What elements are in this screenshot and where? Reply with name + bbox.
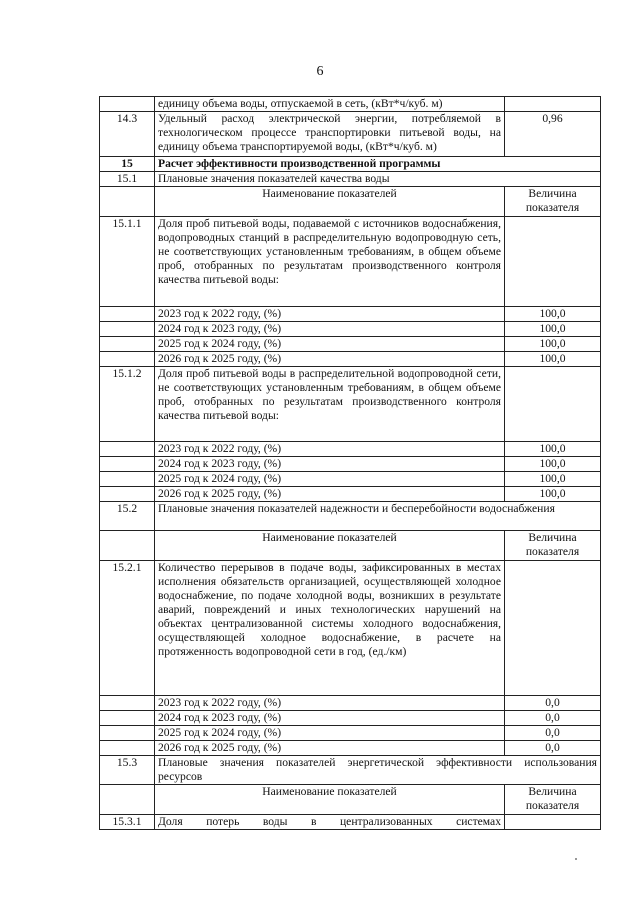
column-header-row <box>100 187 601 217</box>
year-row <box>100 352 601 367</box>
year-label: 2024 год к 2023 году, (%) <box>155 711 505 726</box>
indicator-number: 15.2.1 <box>100 561 155 696</box>
row-number <box>100 97 155 112</box>
year-label: 2026 год к 2025 году, (%) <box>155 487 505 502</box>
column-header-row <box>100 785 601 815</box>
name-column-header: Наименование показателей <box>155 785 505 815</box>
page-number: 6 <box>316 64 324 79</box>
empty-cell <box>100 457 155 472</box>
year-row <box>100 337 601 352</box>
empty-cell <box>505 217 601 307</box>
column-header-row <box>100 531 601 561</box>
year-row <box>100 442 601 457</box>
value-column-header: Величина показателя <box>505 785 601 815</box>
value-column-header: Величина показателя <box>505 531 601 561</box>
empty-cell <box>100 711 155 726</box>
subsection-number: 15.3 <box>100 756 155 785</box>
year-row <box>100 711 601 726</box>
year-label: 2025 год к 2024 году, (%) <box>155 726 505 741</box>
subsection-row <box>100 172 601 187</box>
empty-cell <box>505 815 601 830</box>
year-value: 0,0 <box>505 726 601 741</box>
year-row <box>100 741 601 756</box>
indicator-row <box>100 561 601 696</box>
year-row <box>100 322 601 337</box>
year-value: 100,0 <box>505 322 601 337</box>
section-number: 15 <box>100 157 155 172</box>
empty-cell <box>100 726 155 741</box>
year-value: 100,0 <box>505 487 601 502</box>
empty-cell <box>100 442 155 457</box>
year-label: 2025 год к 2024 году, (%) <box>155 472 505 487</box>
indicator-number: 15.3.1 <box>100 815 155 830</box>
year-label: 2025 год к 2024 году, (%) <box>155 337 505 352</box>
subsection-row <box>100 756 601 785</box>
table-row <box>100 97 601 112</box>
year-label: 2024 год к 2023 году, (%) <box>155 457 505 472</box>
year-row <box>100 487 601 502</box>
empty-cell <box>100 531 155 561</box>
year-value: 0,0 <box>505 696 601 711</box>
year-label: 2024 год к 2023 году, (%) <box>155 322 505 337</box>
indicator-number: 15.1.2 <box>100 367 155 442</box>
year-value: 100,0 <box>505 352 601 367</box>
empty-cell <box>505 367 601 442</box>
name-column-header: Наименование показателей <box>155 187 505 217</box>
year-label: 2026 год к 2025 году, (%) <box>155 352 505 367</box>
empty-cell <box>100 487 155 502</box>
year-label: 2023 год к 2022 году, (%) <box>155 696 505 711</box>
empty-cell <box>100 307 155 322</box>
table-row <box>100 112 601 157</box>
value-column-header: Величина показателя <box>505 187 601 217</box>
empty-cell <box>505 561 601 696</box>
year-value: 0,0 <box>505 711 601 726</box>
row-value <box>505 97 601 112</box>
empty-cell <box>100 696 155 711</box>
empty-cell <box>100 322 155 337</box>
subsection-title: Плановые значения показателей энергетической эффективности использования ресурсов <box>155 756 601 785</box>
year-label: 2023 год к 2022 году, (%) <box>155 442 505 457</box>
scan-speck <box>575 858 577 860</box>
indicators-table <box>99 96 601 830</box>
row-number: 14.3 <box>100 112 155 157</box>
year-value: 0,0 <box>505 741 601 756</box>
subsection-title: Плановые значения показателей качества воды <box>155 172 601 187</box>
section-title: Расчет эффективности производственной программы <box>155 157 601 172</box>
year-row <box>100 457 601 472</box>
year-value: 100,0 <box>505 307 601 322</box>
year-value: 100,0 <box>505 442 601 457</box>
year-row <box>100 696 601 711</box>
row-value: 0,96 <box>505 112 601 157</box>
indicator-row <box>100 367 601 442</box>
subsection-title: Плановые значения показателей надежности и бесперебойности водоснабжения <box>155 502 601 531</box>
year-value: 100,0 <box>505 457 601 472</box>
empty-cell <box>100 352 155 367</box>
indicator-text: Доля проб питьевой воды, подаваемой с источников водоснабжения, водопроводных станций в распределительную водопроводную сеть, не соответствующих установленным требованиям, в общем объеме проб, отобранных по результатам производственного контроля качества питьевой воды: <box>155 217 505 307</box>
year-label: 2026 год к 2025 году, (%) <box>155 741 505 756</box>
row-text: единицу объема воды, отпускаемой в сеть, (кВт*ч/куб. м) <box>155 97 505 112</box>
year-row <box>100 726 601 741</box>
indicator-text: Количество перерывов в подаче воды, зафиксированных в местах исполнения обязательств организацией, осуществляющей холодное водоснабжение, по подаче холодной воды, возникших в результате аварий, повреждений и иных технологических нарушений на объектах централизованной системы холодного водоснабжения, осуществляющей холодное водоснабжение, в расчете на протяженность водопроводной сети в год, (ед./км) <box>155 561 505 696</box>
year-value: 100,0 <box>505 337 601 352</box>
empty-cell <box>100 472 155 487</box>
subsection-number: 15.1 <box>100 172 155 187</box>
indicator-row <box>100 815 601 830</box>
section-heading-row <box>100 157 601 172</box>
year-value: 100,0 <box>505 472 601 487</box>
empty-cell <box>100 785 155 815</box>
year-label: 2023 год к 2022 году, (%) <box>155 307 505 322</box>
empty-cell <box>100 741 155 756</box>
name-column-header: Наименование показателей <box>155 531 505 561</box>
indicator-text: Доля проб питьевой воды в распределительной водопроводной сети, не соответствующих установленным требованиям, в общем объеме проб, отобранных по результатам производственного контроля качества питьевой воды: <box>155 367 505 442</box>
indicator-text: Доля потерь воды в централизованных системах <box>155 815 505 830</box>
year-row <box>100 307 601 322</box>
indicator-number: 15.1.1 <box>100 217 155 307</box>
subsection-row <box>100 502 601 531</box>
row-text: Удельный расход электрической энергии, потребляемой в технологическом процессе транспортировки питьевой воды, на единицу объема транспортируемой воды, (кВт*ч/куб. м) <box>155 112 505 157</box>
empty-cell <box>100 187 155 217</box>
empty-cell <box>100 337 155 352</box>
indicator-row <box>100 217 601 307</box>
year-row <box>100 472 601 487</box>
subsection-number: 15.2 <box>100 502 155 531</box>
